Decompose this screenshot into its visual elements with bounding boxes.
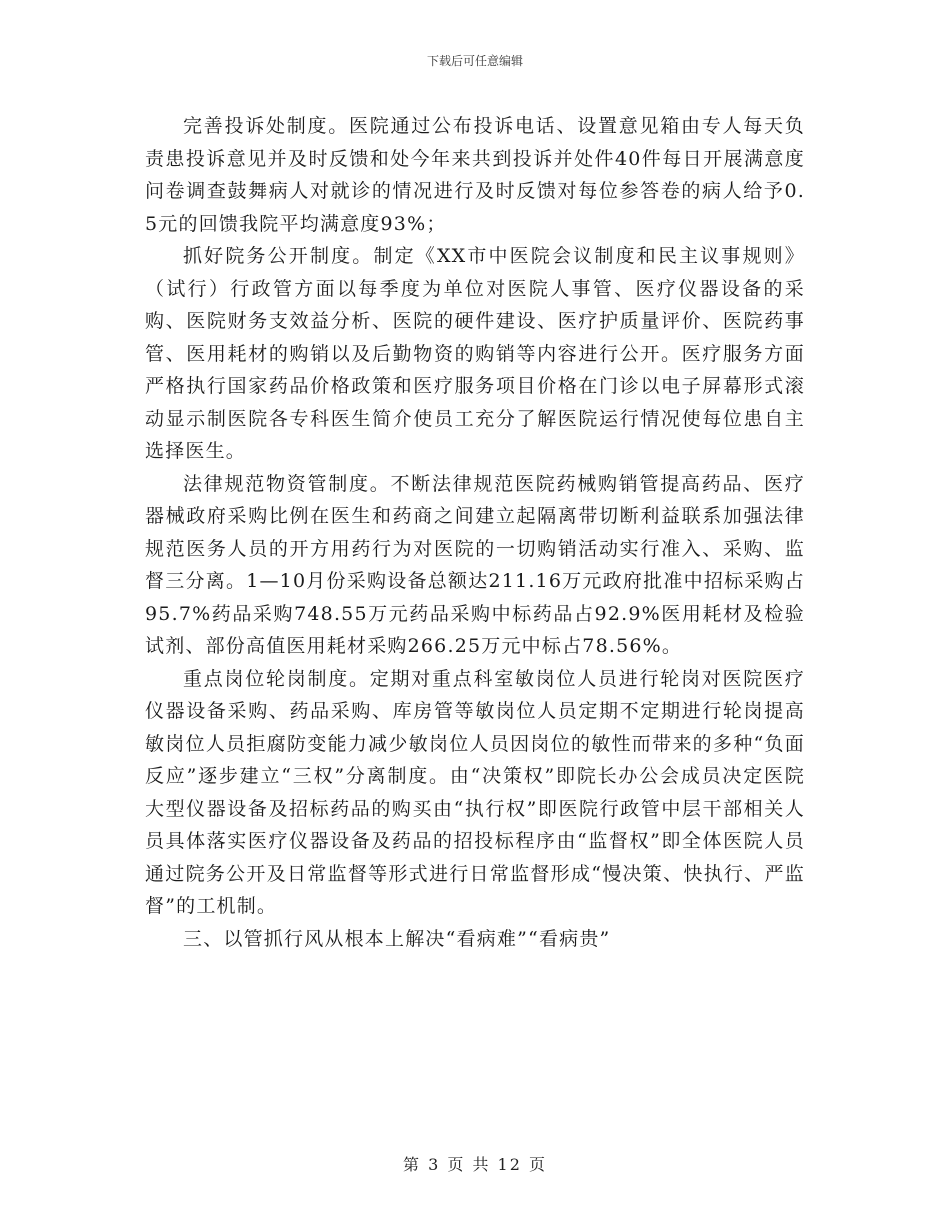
paragraph-complaint-system: 完善投诉处制度。医院通过公布投诉电话、设置意见箱由专人每天负责患投诉意见并及时反馈和处今年来共到投诉并处件40件每日开展满意度问卷调查鼓舞病人对就诊的情况进行及时反馈对每位参答卷的病人给予0.5元的回馈我院平均满意度93%； (145, 115, 805, 235)
page-number-footer: 第 3 页 共 12 页 (403, 1155, 547, 1174)
paragraph-job-rotation: 重点岗位轮岗制度。定期对重点科室敏岗位人员进行轮岗对医院医疗仪器设备采购、药品采购、库房管等敏岗位人员定期不定期进行轮岗提高敏岗位人员拒腐防变能力减少敏岗位人员因岗位的敏性而带来的多种“负面反应”逐步建立“三权”分离制度。由“决策权”即院长办公会成员决定医院大型仪器设备及招标药品的购买由“执行权”即医院行政管中层干部相关人员具体落实医疗仪器设备及药品的招投标程序由“监督权”即全体医院人员通过院务公开及日常监督等形式进行日常监督形成“慢决策、快执行、严监督”的工机制。 (145, 667, 805, 917)
section-heading-three: 三、以管抓行风从根本上解决“看病难”“看病贵” (183, 927, 611, 950)
paragraph-affairs-disclosure: 抓好院务公开制度。制定《XX市中医院会议制度和民主议事规则》（试行）行政管方面以每季度为单位对医院人事管、医疗仪器设备的采购、医院财务支效益分析、医院的硬件建设、医疗护质量评价、医院药事管、医用耗材的购销以及后勤物资的购销等内容进行公开。医疗服务方面严格执行国家药品价格政策和医疗服务项目价格在门诊以电子屏幕形式滚动显示制医院各专科医生简介使员工充分了解医院运行情况使每位患自主选择医生。 (145, 245, 805, 462)
document-body (145, 110, 805, 955)
page-header-note: 下载后可任意编辑 (426, 54, 523, 68)
paragraph-materials-management: 法律规范物资管制度。不断法律规范医院药械购销管提高药品、医疗器械政府采购比例在医生和药商之间建立起隔离带切断利益联系加强法律规范医务人员的开方用药行为对医院的一切购销活动实行准入、采购、监督三分离。1—10月份采购设备总额达211.16万元政府批准中招标采购占95.7%药品采购748.55万元药品采购中标药品占92.9%医用耗材及检验试剂、部份高值医用耗材采购266.25万元中标占78.56%。 (145, 472, 805, 657)
